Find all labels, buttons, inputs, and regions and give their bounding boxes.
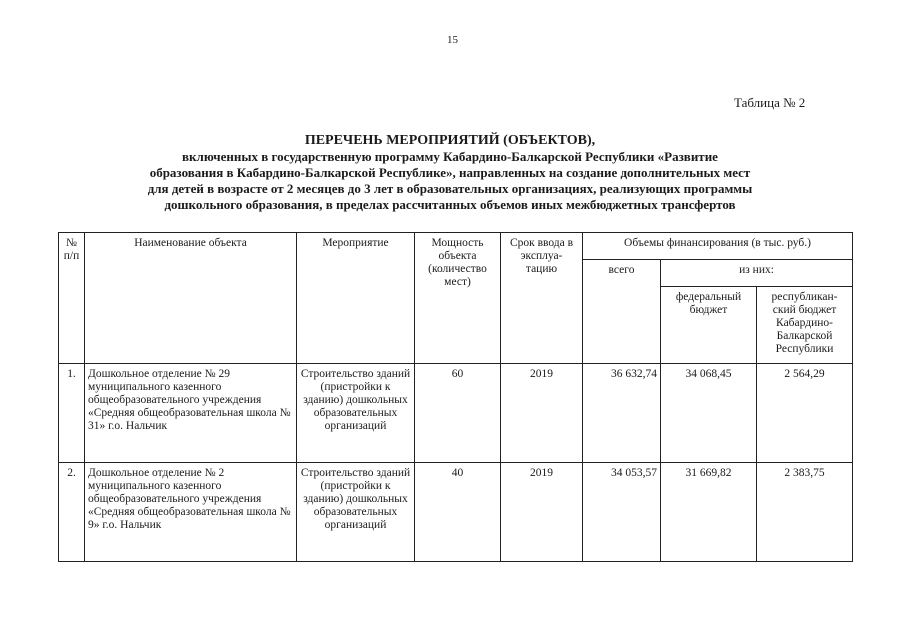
cell-federal: 31 669,82: [661, 463, 757, 562]
cell-measure: Строительство зданий (пристройки к зданию) дошкольных образовательных организаций: [297, 463, 415, 562]
cell-term: 2019: [501, 364, 583, 463]
cell-term: 2019: [501, 463, 583, 562]
cell-name: Дошкольное отделение № 2 муниципального казенного общеобразовательного учреждения «Средняя общеобразовательная школа № 9» г.о. Нальчик: [85, 463, 297, 562]
cell-name: Дошкольное отделение № 29 муниципального казенного общеобразовательного учреждения «Средняя общеобразовательная школа № 31» г.о. Нальчик: [85, 364, 297, 463]
table-label: Таблица № 2: [734, 95, 806, 110]
header-republic: республикан- ский бюджет Кабардино- Балкарской Республики: [757, 287, 853, 364]
cell-total: 34 053,57: [583, 463, 661, 562]
header-measure: Мероприятие: [297, 233, 415, 364]
document-title: [100, 133, 800, 213]
cell-federal: 34 068,45: [661, 364, 757, 463]
header-num: № п/п: [59, 233, 85, 364]
cell-measure: Строительство зданий (пристройки к зданию) дошкольных образовательных организаций: [297, 364, 415, 463]
title-line-3: образования в Кабардино-Балкарской Республике», направленных на создание дополнительных мест: [149, 165, 751, 180]
header-term: Срок ввода в эксплуа- тацию: [501, 233, 583, 364]
title-line-5: дошкольного образования, в пределах рассчитанных объемов иных межбюджетных трансфертов: [164, 197, 736, 212]
header-total: всего: [583, 260, 661, 364]
header-funding: Объемы финансирования (в тыс. руб.): [583, 233, 853, 260]
title-line-2: включенных в государственную программу Кабардино-Балкарской Республики «Развитие: [182, 149, 718, 164]
measures-table: [58, 232, 853, 562]
page-number: 15: [447, 34, 458, 46]
header-of-which: из них:: [661, 260, 853, 287]
table-row: [59, 364, 853, 463]
cell-num: 1.: [59, 364, 85, 463]
cell-republic: 2 383,75: [757, 463, 853, 562]
title-line-4: для детей в возрасте от 2 месяцев до 3 лет в образовательных организациях, реализующих программы: [147, 181, 753, 196]
header-capacity: Мощность объекта (количество мест): [415, 233, 501, 364]
table-row: [59, 463, 853, 562]
cell-num: 2.: [59, 463, 85, 562]
cell-republic: 2 564,29: [757, 364, 853, 463]
header-row-1: [59, 233, 853, 260]
cell-total: 36 632,74: [583, 364, 661, 463]
cell-capacity: 40: [415, 463, 501, 562]
title-line-1: ПЕРЕЧЕНЬ МЕРОПРИЯТИЙ (ОБЪЕКТОВ),: [304, 133, 596, 148]
header-name: Наименование объекта: [85, 233, 297, 364]
header-federal: федеральный бюджет: [661, 287, 757, 364]
cell-capacity: 60: [415, 364, 501, 463]
